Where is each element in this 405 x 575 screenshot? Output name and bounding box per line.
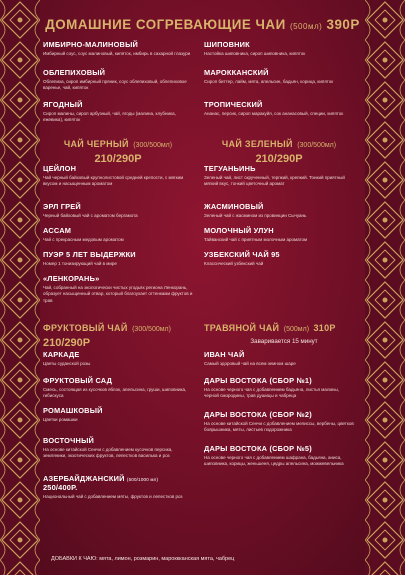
menu-item: ПУЭР 5 ЛЕТ ВЫДЕРЖКИ Номер 1 тонизирующий чай в мире (43, 250, 136, 266)
menu-item: ИМБИРНО-МАЛИНОВЫЙ Имбирный соус, соус малиновый, кипяток, имбирь в сахарной глазури (43, 40, 191, 56)
menu-item: ДАРЫ ВОСТОКА (СБОР №5) На основе черного чая с добавлением шафрана, бадьяна, аниса, шиповника, корицы, женьшеня, цедры апельсина, можжевельника (204, 444, 344, 467)
page-title: ДОМАШНИЕ СОГРЕВАЮЩИЕ ЧАИ (500мл) 390Р (45, 17, 360, 32)
section-header-fruit-tea: ФРУКТОВЫЙ ЧАЙ (300/500мл) 210/290Р (43, 323, 171, 349)
menu-item: ЦЕЙЛОН Чай черный байховый крупнолистовой средней крепости, с мягким вкусом и насыщенным ароматом (43, 164, 184, 187)
right-ornament-border (365, 0, 405, 575)
menu-item: ДАРЫ ВОСТОКА (СБОР №1) На основе черного чая с добавлением бадьяна, листья малины, черной смородины, трав душицы и чабреца (204, 376, 339, 399)
footer-additions: ДОБАВКИ К ЧАЮ: мята, лимон, розмарин, мароккканская мята, чабрец (51, 556, 235, 562)
section-header-herbal-tea: ТРАВЯНОЙ ЧАЙ (500мл) 310Р Заваривается 15 минут (204, 323, 336, 345)
menu-item: УЗБЕКСКИЙ ЧАЙ 95 Классический узбекский чай (204, 250, 280, 266)
menu-item: «ЛЕНКОРАНЬ» Чай, собранный на экологически чистых угодьях региона Ленкорань, образует насыщенный отвар, который благоухает оттенками фруктов и трав (43, 274, 193, 303)
menu-item: МАРОККАНСКИЙ Сироп биттер, лайм, мята, апельсин, бадьян, корица, кипяток (204, 68, 334, 84)
section-header-green-tea: ЧАЙ ЗЕЛЕНЫЙ (300/500мл) 210/290Р (221, 139, 337, 165)
menu-item: ИВАН ЧАЙ Самый здоровый чай на всем земном шаре (204, 350, 296, 366)
menu-item: ШИПОВНИК Настойка шиповника, сироп шиповника, кипяток (204, 40, 306, 56)
menu-item: ЖАСМИНОВЫЙ Зеленый чай с жасмином из провинции Сычуань (204, 202, 307, 218)
menu-item: АЗЕРБАЙДЖАНСКИЙ (500/1000 мл) 250/400Р. Национальный чай с добавлением мяты, фруктов и лепестков роз (43, 474, 183, 499)
menu-item: ДАРЫ ВОСТОКА (СБОР №2) На основе китайской Сенчи с добавлением мелиссы, вербены, цветков боярышника, мяты, листьев подорожника (204, 410, 354, 433)
menu-item: РОМАШКОВЫЙ Цветки ромашки (43, 406, 103, 422)
menu-item: ЯГОДНЫЙ Сироп малины, сироп арбузный, чай, ягоды (малина, клубника, ежевика), кипяток (43, 100, 176, 123)
menu-page (43, 0, 362, 575)
section-header-black-tea: ЧАЙ ЧЕРНЫЙ (300/500мл) 210/290Р (63, 139, 173, 165)
menu-item: МОЛОЧНЫЙ УЛУН Тайванский чай с приятным молочным ароматом (204, 226, 308, 242)
menu-item: ВОСТОЧНЫЙ На основе китайской Сенчи с добавлением кусочков персика, земляники, экзотических фруктов, лепестков василька и роз (43, 436, 173, 459)
menu-item: ЭРЛ ГРЕЙ Черный байховый чай с ароматом бергамота (43, 202, 138, 218)
menu-item: ФРУКТОВЫЙ САД Смесь, состоящая из кусочков яблок, апельсина, груши, шиповника, гибискуса (43, 376, 187, 399)
menu-item: ТЕГУАНЬИНЬ Зеленый чай, лист скрученный, терпкий, крепкий. Тонкий приятный мягкий вкус, тонкий цветочный аромат (204, 164, 345, 187)
left-ornament-border (0, 0, 40, 575)
menu-item: КАРКАДЕ Цветы суданской розы (43, 350, 91, 366)
menu-item: ТРОПИЧЕСКИЙ Ананас, персик, сироп маракуйя, сок ананасовый, специи, кипяток (204, 100, 344, 116)
menu-item: АССАМ Чай с прекрасным медовым ароматом (43, 226, 124, 242)
menu-item: ОБЛЕПИХОВЫЙ Облепиха, сироп имбирный пряник, соус облепиховый, облепиховое варенье, чай, кипяток (43, 68, 187, 91)
